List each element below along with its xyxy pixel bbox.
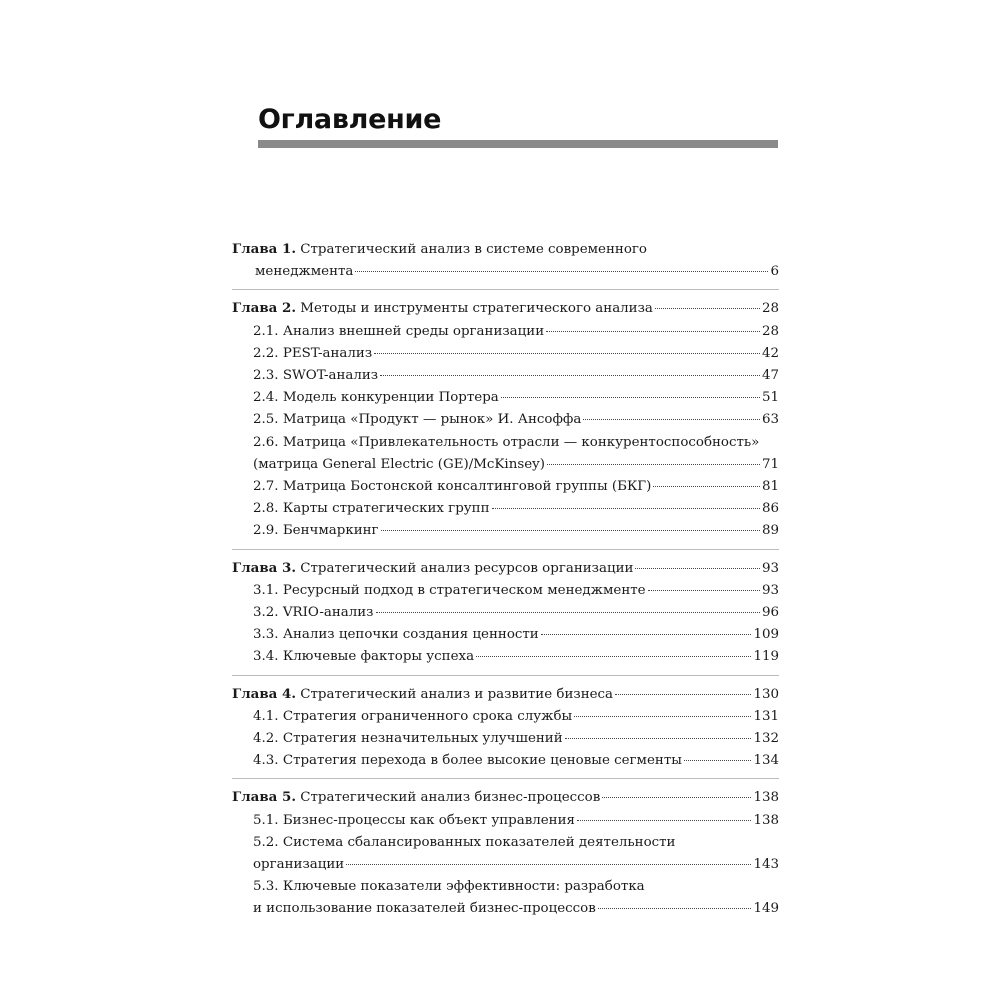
section-3-1-entry[interactable] <box>232 580 779 602</box>
page-number: 81 <box>761 479 779 495</box>
section-3-4-entry[interactable] <box>232 646 779 668</box>
section-2-9-entry[interactable] <box>232 520 779 542</box>
section-number: 2.1. <box>253 323 279 339</box>
chapter-title: Стратегический анализ ресурсов организации <box>300 560 634 576</box>
dot-leader <box>501 397 760 398</box>
page-number: 42 <box>761 345 779 361</box>
section-number: 2.8. <box>253 501 279 517</box>
section-title: Ключевые показатели эффективности: разработка <box>282 879 645 895</box>
dot-leader <box>546 331 760 332</box>
chapter-title-continued: менеджмента <box>255 264 354 280</box>
section-number: 5.1. <box>253 812 279 828</box>
section-title: SWOT-анализ <box>282 368 379 384</box>
section-title: Ключевые факторы успеха <box>282 649 475 665</box>
dot-leader <box>565 738 752 739</box>
dot-leader <box>346 864 751 865</box>
section-3-2-entry[interactable] <box>232 602 779 624</box>
chapter-title: Стратегический анализ бизнес-процессов <box>300 790 601 806</box>
dot-leader <box>355 271 768 272</box>
section-number: 3.4. <box>253 649 279 665</box>
section-number: 4.1. <box>253 708 279 724</box>
section-title: Матрица Бостонской консалтинговой группы (БКГ) <box>282 479 652 495</box>
page-number: 63 <box>761 412 779 428</box>
page-number: 138 <box>753 790 779 806</box>
dot-leader <box>653 486 760 487</box>
chapter-2-entry[interactable] <box>232 297 779 320</box>
dot-leader <box>602 797 751 798</box>
section-number: 5.2. <box>253 834 279 850</box>
section-title: Анализ цепочки создания ценности <box>282 627 539 643</box>
section-title-continued: и использование показателей бизнес-процессов <box>253 901 596 917</box>
dot-leader <box>583 419 760 420</box>
section-5-3-entry[interactable] <box>232 876 779 920</box>
chapter-1-block <box>232 238 779 290</box>
section-5-2-entry[interactable] <box>232 832 779 876</box>
dot-leader <box>577 820 751 821</box>
section-2-3-entry[interactable] <box>232 365 779 387</box>
dot-leader <box>376 612 760 613</box>
section-number: 2.3. <box>253 368 279 384</box>
chapter-3-entry[interactable] <box>232 557 779 580</box>
section-2-7-entry[interactable] <box>232 476 779 498</box>
section-4-1-entry[interactable] <box>232 706 779 728</box>
section-number: 4.3. <box>253 753 279 769</box>
section-title: Матрица «Продукт — рынок» И. Ансоффа <box>282 412 582 428</box>
page-number: 28 <box>761 301 779 317</box>
dot-leader <box>615 694 751 695</box>
page-number: 119 <box>753 649 779 665</box>
section-number: 5.3. <box>253 879 279 895</box>
page-number: 93 <box>761 582 779 598</box>
page-number: 6 <box>770 264 779 280</box>
chapter-number: Глава 4. <box>232 685 296 702</box>
page-number: 86 <box>761 501 779 517</box>
section-2-1-entry[interactable] <box>232 321 779 343</box>
dot-leader <box>381 530 760 531</box>
page-number: 143 <box>753 857 779 873</box>
section-title: Стратегия ограниченного срока службы <box>282 708 573 724</box>
chapter-5-block <box>232 786 779 926</box>
dot-leader <box>476 656 751 657</box>
section-number: 3.1. <box>253 582 279 598</box>
section-number: 2.9. <box>253 523 279 539</box>
dot-leader <box>655 308 760 309</box>
section-2-2-entry[interactable] <box>232 343 779 365</box>
section-number: 2.6. <box>253 434 279 450</box>
page-number: 134 <box>753 753 779 769</box>
chapter-4-block <box>232 683 779 780</box>
chapter-3-block <box>232 557 779 676</box>
page-number: 71 <box>761 456 779 472</box>
section-number: 2.4. <box>253 390 279 406</box>
chapter-1-entry[interactable] <box>232 238 779 283</box>
section-title: Карты стратегических групп <box>282 501 490 517</box>
section-title: Стратегия перехода в более высокие ценовые сегменты <box>282 753 682 769</box>
dot-leader <box>492 508 760 509</box>
section-title: Матрица «Привлекательность отрасли — конкурентоспособность» <box>282 434 760 450</box>
page-number: 131 <box>753 708 779 724</box>
section-title: VRIO-анализ <box>282 605 374 621</box>
dot-leader <box>547 464 760 465</box>
section-number: 2.2. <box>253 345 279 361</box>
section-title-continued: организации <box>253 857 345 873</box>
page-number: 130 <box>753 686 779 702</box>
chapter-4-entry[interactable] <box>232 683 779 706</box>
dot-leader <box>648 590 760 591</box>
chapter-number: Глава 5. <box>232 789 296 806</box>
section-number: 4.2. <box>253 731 279 747</box>
dot-leader <box>380 375 760 376</box>
section-title: Модель конкуренции Портера <box>282 390 499 406</box>
dot-leader <box>541 634 752 635</box>
section-number: 3.2. <box>253 605 279 621</box>
section-title: Бизнес-процессы как объект управления <box>282 812 575 828</box>
section-title: PEST-анализ <box>282 345 373 361</box>
section-number: 2.5. <box>253 412 279 428</box>
section-title: Ресурсный подход в стратегическом менеджменте <box>282 582 646 598</box>
page-number: 109 <box>753 627 779 643</box>
section-4-2-entry[interactable] <box>232 728 779 750</box>
page-number: 47 <box>761 368 779 384</box>
chapter-title: Стратегический анализ и развитие бизнеса <box>300 686 614 702</box>
dot-leader <box>598 908 752 909</box>
page-number: 93 <box>761 560 779 576</box>
dot-leader <box>635 568 760 569</box>
chapter-number: Глава 3. <box>232 559 296 576</box>
dot-leader <box>574 716 751 717</box>
section-2-5-entry[interactable] <box>232 409 779 431</box>
page-number: 28 <box>761 323 779 339</box>
chapter-number: Глава 2. <box>232 300 296 317</box>
heading-underline <box>258 140 778 148</box>
dot-leader <box>374 353 760 354</box>
section-title: Стратегия незначительных улучшений <box>282 731 563 747</box>
chapter-title: Методы и инструменты стратегического анализа <box>300 301 653 317</box>
page-number: 149 <box>753 901 779 917</box>
section-4-3-entry[interactable] <box>232 750 779 772</box>
page-number: 138 <box>753 812 779 828</box>
page-number: 96 <box>761 605 779 621</box>
section-5-1-entry[interactable] <box>232 810 779 832</box>
section-title: Анализ внешней среды организации <box>282 323 545 339</box>
page-number: 132 <box>753 731 779 747</box>
page-number: 51 <box>761 390 779 406</box>
chapter-5-entry[interactable] <box>232 786 779 809</box>
section-3-3-entry[interactable] <box>232 624 779 646</box>
table-of-contents <box>232 238 779 934</box>
dot-leader <box>684 760 752 761</box>
page-number: 89 <box>761 523 779 539</box>
section-2-8-entry[interactable] <box>232 498 779 520</box>
section-2-4-entry[interactable] <box>232 387 779 409</box>
chapter-number: Глава 1. <box>232 241 296 257</box>
section-title: Система сбалансированных показателей деятельности <box>282 834 676 850</box>
chapter-2-block <box>232 297 779 549</box>
section-number: 2.7. <box>253 479 279 495</box>
section-title-continued: (матрица General Electric (GE)/McKinsey) <box>253 456 545 472</box>
page-title: Оглавление <box>258 104 442 135</box>
section-number: 3.3. <box>253 627 279 643</box>
section-2-6-entry[interactable] <box>232 432 779 476</box>
chapter-title: Стратегический анализ в системе современного <box>300 242 647 257</box>
section-title: Бенчмаркинг <box>282 523 379 539</box>
